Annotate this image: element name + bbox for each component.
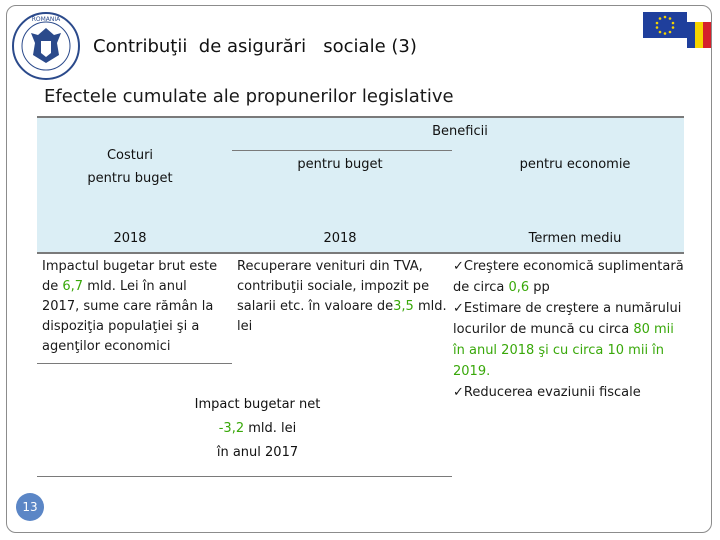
impact-bottom-rule [37, 476, 452, 477]
header-bottom-rule [37, 252, 684, 254]
eu-romania-flags-icon [643, 12, 711, 48]
costuri-header: Costuri [106, 148, 154, 163]
ministry-logo [11, 11, 81, 81]
check-icon: ✓ [453, 301, 464, 316]
costuri-pentru-buget-header: pentru buget [87, 171, 173, 186]
section-subtitle: Efectele cumulate ale propunerilor legislative [44, 86, 454, 107]
page-number-badge: 13 [16, 493, 44, 521]
buget-cell: Recuperare venituri din TVA, contribuţii sociale, impozit pe salarii etc. în valoare de3,5 mld. lei [237, 259, 447, 334]
benef-economie-header: pentru economie [519, 157, 631, 172]
impact-year: în anul 2017 [216, 445, 299, 460]
check-icon: ✓ [453, 385, 464, 400]
beneficii-rule [232, 150, 452, 151]
impact-value: -3,2 mld. lei [218, 421, 297, 436]
beneficii-header: Beneficii [432, 124, 488, 139]
costuri-year: 2018 [113, 231, 147, 246]
costuri-bottom-rule [37, 363, 232, 364]
buget-year: 2018 [323, 231, 357, 246]
check-icon: ✓ [453, 259, 464, 274]
impact-cell [170, 393, 345, 465]
list-item: ✓Creştere economică suplimentară de circa 0,6 pp [453, 259, 684, 295]
impact-label: Impact bugetar net [194, 397, 321, 412]
slide-title: Contribuţii de asigurări sociale (3) [93, 36, 417, 57]
svg-text:ROMANIA: ROMANIA [31, 16, 61, 23]
economie-term: Termen mediu [528, 231, 622, 246]
table-top-rule [37, 116, 684, 118]
costuri-cell: Impactul bugetar brut este de 6,7 mld. Lei în anul 2017, sume care rămân la dispoziţia populaţiei şi a agenţilor economici [42, 259, 218, 354]
list-item: ✓Estimare de creştere a numărului locurilor de muncă cu circa 80 mii în anul 2018 şi cu circa 10 mii în 2019. [453, 301, 682, 379]
economie-list [453, 256, 688, 403]
list-item: ✓Reducerea evaziunii fiscale [453, 385, 641, 400]
benef-buget-header: pentru buget [297, 157, 383, 172]
